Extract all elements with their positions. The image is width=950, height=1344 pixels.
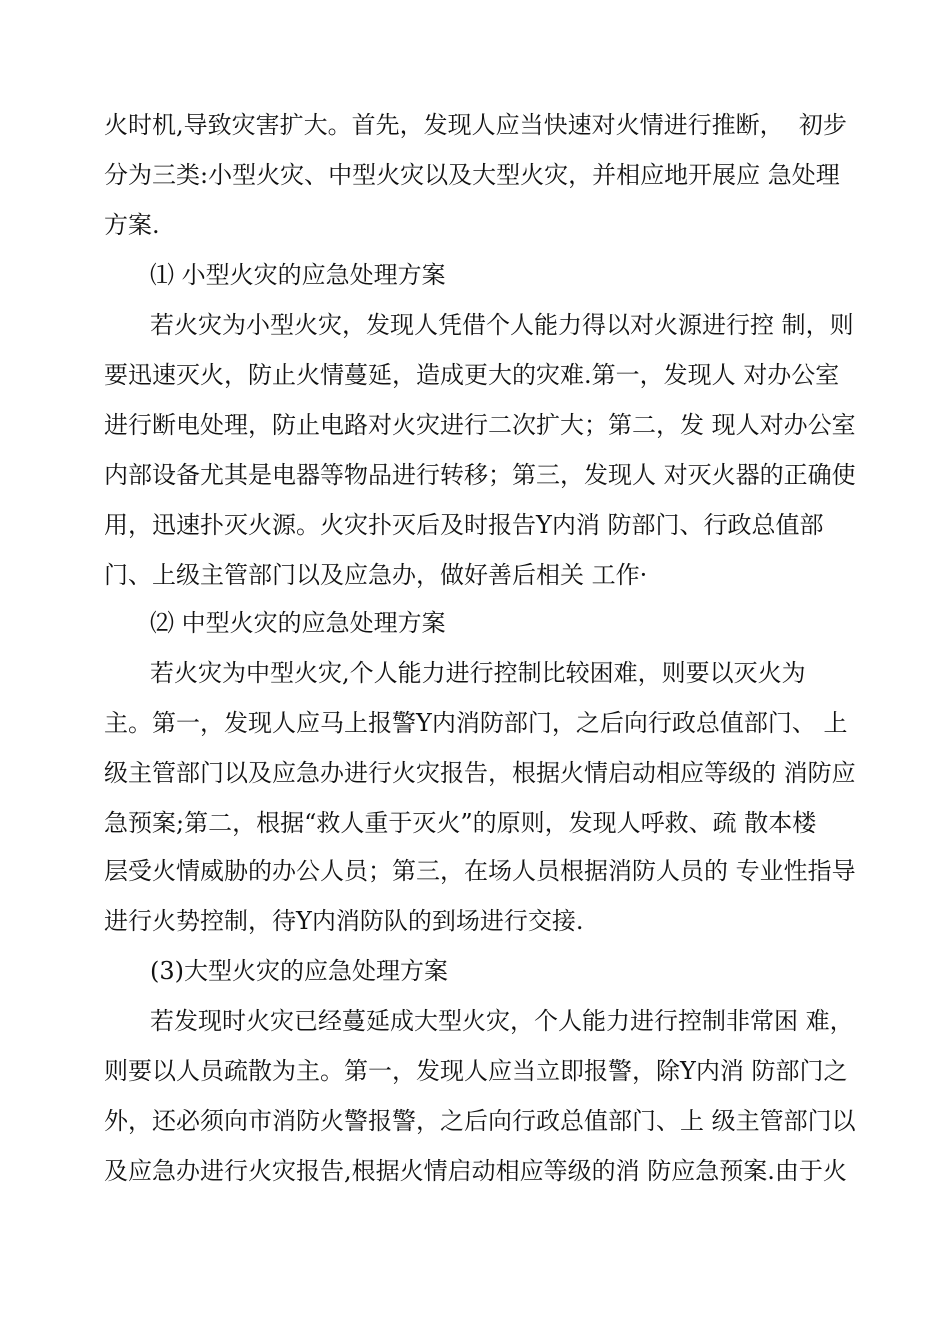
paragraph-line: 门、上级主管部门以及应急办，做好善后相关 工作·: [104, 561, 648, 589]
section-heading-small-fire: ⑴ 小型火灾的应急处理方案: [150, 261, 446, 289]
paragraph-line: 若发现时火灾已经蔓延成大型火灾，个人能力进行控制非常困 难，: [150, 1007, 854, 1035]
section-heading-large-fire: (3)大型火灾的应急处理方案: [150, 957, 448, 985]
paragraph-line: 则要以人员疏散为主。第一，发现人应当立即报警，除Y内消 防部门之: [104, 1057, 848, 1085]
paragraph-line: 层受火情威胁的办公人员；第三，在场人员根据消防人员的 专业性指导: [104, 857, 856, 885]
paragraph-line: 进行断电处理，防止电路对火灾进行二次扩大；第二，发 现人对办公室: [104, 411, 856, 439]
section-heading-medium-fire: ⑵ 中型火灾的应急处理方案: [150, 609, 446, 637]
paragraph-line: 方案.: [104, 211, 160, 239]
paragraph-line: 用，迅速扑灭火源。火灾扑灭后及时报告Y内消 防部门、行政总值部: [104, 511, 824, 539]
paragraph-line: 若火灾为中型火灾,个人能力进行控制比较困难，则要以灭火为: [150, 659, 806, 687]
paragraph-line: 主。第一，发现人应马上报警Y内消防部门，之后向行政总值部门、 上: [104, 709, 848, 737]
paragraph-line: 内部设备尤其是电器等物品进行转移；第三，发现人 对灭火器的正确使: [104, 461, 856, 489]
paragraph-line: 及应急办进行火灾报告,根据火情启动相应等级的消 防应急预案.由于火: [104, 1157, 847, 1185]
paragraph-line: 级主管部门以及应急办进行火灾报告，根据火情启动相应等级的 消防应: [104, 759, 856, 787]
paragraph-line: 要迅速灭火，防止火情蔓延，造成更大的灾难.第一，发现人 对办公室: [104, 361, 840, 389]
paragraph-line: 急预案;第二，根据“救人重于灭火”的原则，发现人呼救、疏 散本楼: [104, 809, 817, 837]
paragraph-line: 火时机,导致灾害扩大。首先，发现人应当快速对火情进行推断， 初步: [104, 111, 847, 139]
paragraph-line: 进行火势控制，待Y内消防队的到场进行交接.: [104, 907, 584, 935]
paragraph-line: 外，还必须向市消防火警报警，之后向行政总值部门、上 级主管部门以: [104, 1107, 856, 1135]
paragraph-line: 若火灾为小型火灾，发现人凭借个人能力得以对火源进行控 制，则: [150, 311, 854, 339]
paragraph-line: 分为三类:小型火灾、中型火灾以及大型火灾，并相应地开展应 急处理: [104, 161, 840, 189]
